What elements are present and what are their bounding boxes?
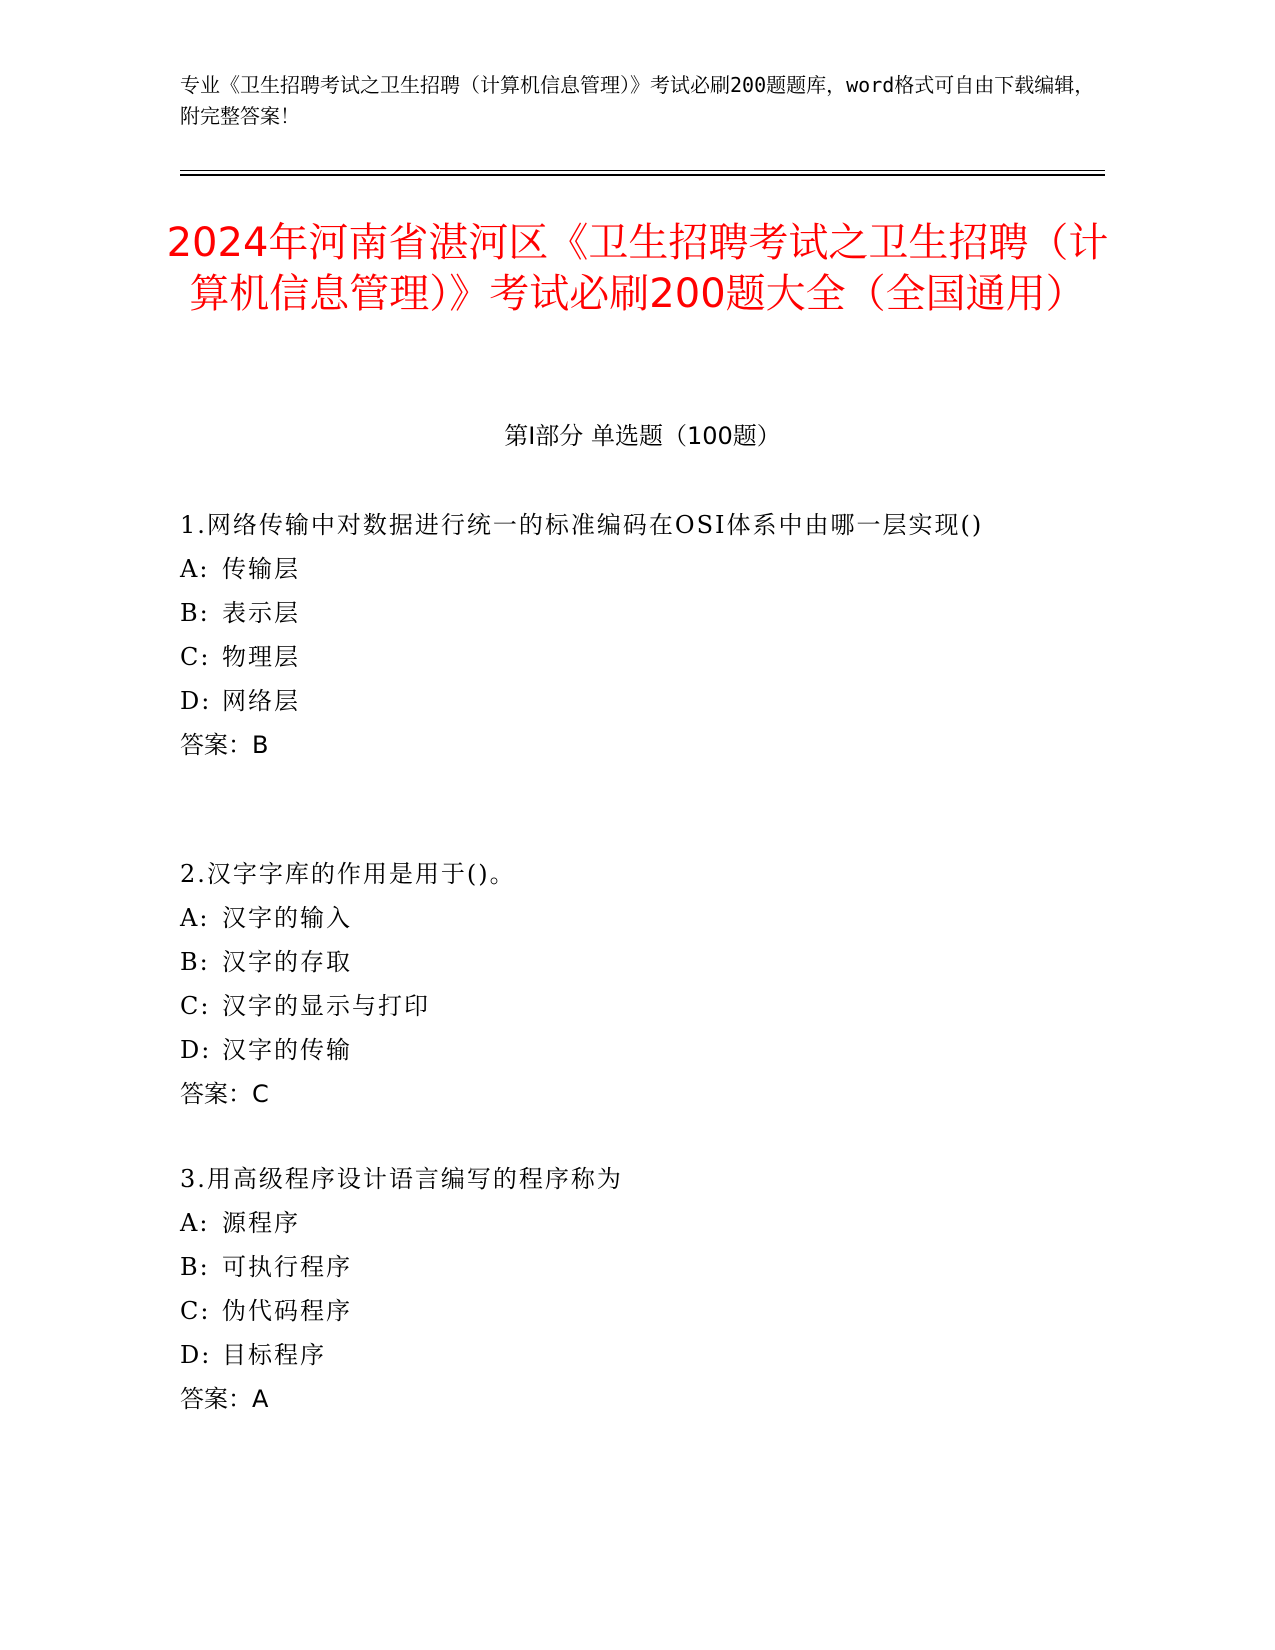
option-text: 传输层 — [222, 555, 300, 583]
option-letter: B: — [180, 948, 210, 976]
answer-line: 答案：A — [180, 1385, 269, 1413]
option-d — [180, 1028, 1060, 1072]
option-c — [180, 635, 1060, 679]
option-letter: D: — [180, 687, 212, 715]
option-text: 物理层 — [222, 643, 300, 671]
option-c — [180, 1289, 1060, 1333]
question-stem: 1.网络传输中对数据进行统一的标准编码在OSI体系中由哪一层实现() — [180, 511, 984, 539]
section-title: 第Ⅰ部分 单选题（100题） — [504, 422, 781, 450]
document-title: 2024年河南省湛河区《卫生招聘考试之卫生招聘（计算机信息管理）》考试必刷200题大全（全国通用） — [166, 220, 1109, 317]
option-b — [180, 591, 1060, 635]
option-a — [180, 1201, 1060, 1245]
option-b — [180, 1245, 1060, 1289]
answer-line: 答案：B — [180, 731, 269, 759]
question-stem: 2.汉字字库的作用是用于()。 — [180, 860, 516, 888]
option-text: 汉字的显示与打印 — [222, 992, 430, 1020]
option-d — [180, 679, 1060, 723]
option-text: 表示层 — [222, 599, 300, 627]
option-text: 目标程序 — [222, 1341, 326, 1369]
option-letter: A: — [180, 555, 210, 583]
option-text: 汉字的存取 — [222, 948, 352, 976]
question-3 — [180, 1157, 1060, 1421]
answer-line: 答案：C — [180, 1080, 269, 1108]
option-letter: C: — [180, 1297, 211, 1325]
option-text: 网络层 — [222, 687, 300, 715]
option-text: 汉字的输入 — [222, 904, 352, 932]
option-text: 伪代码程序 — [222, 1297, 352, 1325]
question-stem: 3.用高级程序设计语言编写的程序称为 — [180, 1165, 623, 1193]
option-a — [180, 547, 1060, 591]
option-d — [180, 1333, 1060, 1377]
question-1 — [180, 503, 1060, 767]
option-c — [180, 984, 1060, 1028]
option-letter: A: — [180, 1209, 210, 1237]
option-text: 汉字的传输 — [222, 1036, 352, 1064]
option-text: 可执行程序 — [222, 1253, 352, 1281]
option-letter: D: — [180, 1036, 212, 1064]
option-letter: C: — [180, 992, 211, 1020]
option-text: 源程序 — [222, 1209, 300, 1237]
option-letter: B: — [180, 599, 210, 627]
question-2 — [180, 852, 1060, 1116]
option-letter: A: — [180, 904, 210, 932]
header-rule-thick — [180, 174, 1105, 176]
header-note: 专业《卫生招聘考试之卫生招聘（计算机信息管理）》考试必刷200题题库，word格式可自由下载编辑，附完整答案！ — [180, 73, 1095, 128]
header-rule-thin — [180, 170, 1105, 171]
option-letter: B: — [180, 1253, 210, 1281]
option-b — [180, 940, 1060, 984]
option-letter: C: — [180, 643, 211, 671]
option-a — [180, 896, 1060, 940]
option-letter: D: — [180, 1341, 212, 1369]
